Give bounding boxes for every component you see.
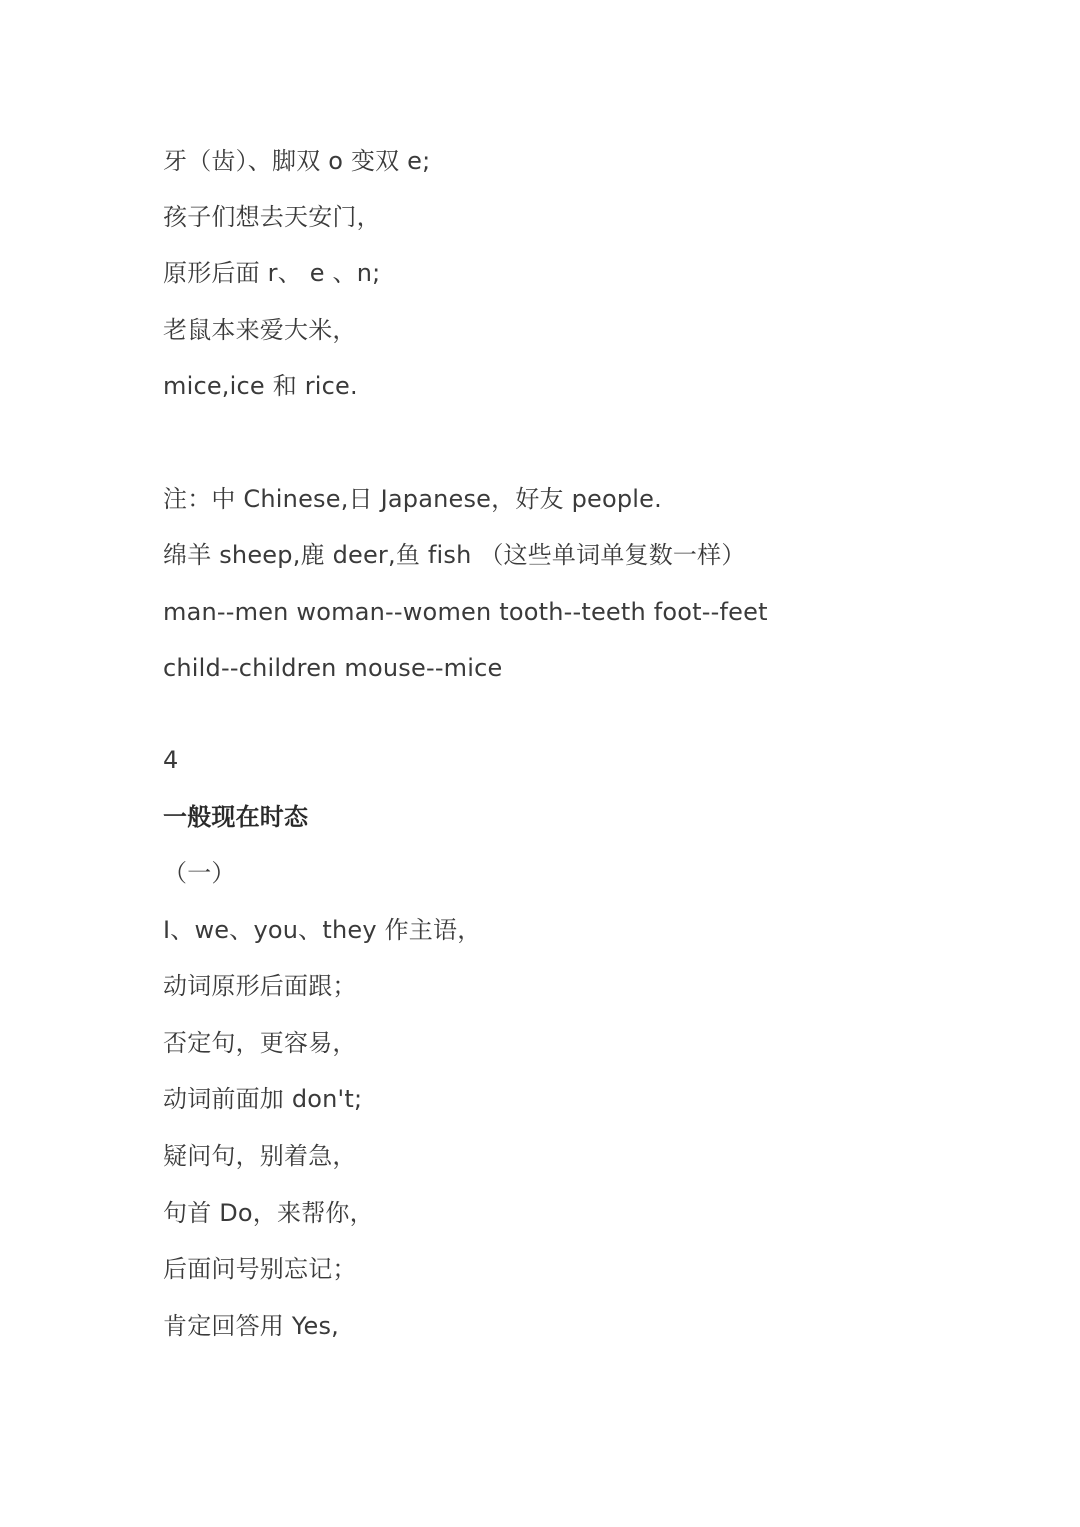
text-line: 牙（齿）、脚双 o 变双 e; [163,147,431,175]
text-line: 肯定回答用 Yes, [163,1312,339,1340]
section-subtitle: （一） [163,859,236,887]
text-line: 句首 Do，来帮你， [163,1199,374,1227]
note-line: 绵羊 sheep,鹿 deer,鱼 fish （这些单词单复数一样） [163,541,746,569]
section-number: 4 [163,746,179,774]
text-line: 动词前面加 don't; [163,1085,363,1113]
text-line: 孩子们想去天安门， [163,203,381,231]
text-line: I、we、you、they 作主语， [163,916,482,944]
note-line: 注：中 Chinese,日 Japanese，好友 people. [163,485,662,513]
text-line: 老鼠本来爱大米， [163,316,357,344]
text-line: 动词原形后面跟； [163,972,357,1000]
text-line: 后面问号别忘记； [163,1255,357,1283]
text-line: 否定句，更容易， [163,1029,357,1057]
section-title: 一般现在时态 [163,803,309,831]
text-line: 疑问句，别着急， [163,1142,357,1170]
note-line: man--men woman--women tooth--teeth foot--feet [163,598,768,626]
text-line: 原形后面 r、 e 、n; [163,259,381,287]
note-line: child--children mouse--mice [163,654,503,682]
text-line: mice,ice 和 rice. [163,372,358,400]
